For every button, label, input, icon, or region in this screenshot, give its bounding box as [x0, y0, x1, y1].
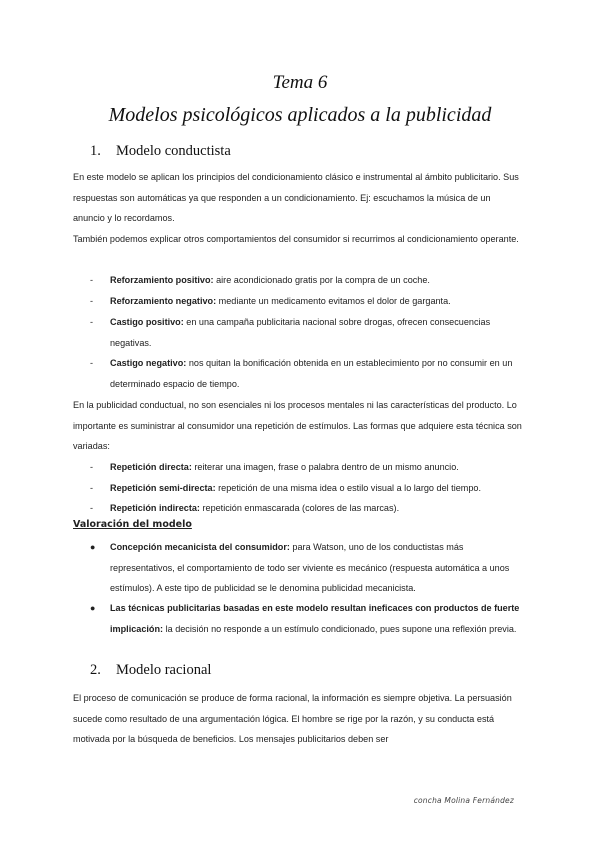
list-item: [90, 291, 530, 312]
list-item-term: Reforzamiento negativo:: [110, 296, 217, 306]
section-2-paragraph-1: El proceso de comunicación se produce de forma racional, la información es siempre objetiva. La persuasión sucede como resultado de una argumentación lógica. El hombre se rige por la razón, y su conducta está motivada por la búsqueda de beneficios. Los mensajes publicitarios deben ser: [73, 693, 512, 744]
list-item-term: Reforzamiento positivo:: [110, 275, 214, 285]
list-item: [90, 478, 530, 499]
list-item-term: Castigo positivo:: [110, 317, 184, 327]
bullet-item-text: para Watson, uno de los conductistas más representativos, el comportamiento de todo ser viviente es mecánico (respuesta automática a unos estímulos). A este tipo de publicidad se le denomina publicidad mecanicista.: [110, 542, 510, 593]
list-item-text: nos quitan la bonificación obtenida en un establecimiento por no consumir en un determinado espacio de tiempo.: [110, 358, 513, 389]
section-1-number: 1.: [90, 143, 101, 159]
section-2-heading: [90, 662, 211, 679]
list-item-text: mediante un medicamento evitamos el dolor de garganta.: [216, 296, 451, 306]
bullet-item-term: Concepción mecanicista del consumidor:: [110, 542, 290, 552]
dash-marker: -: [90, 503, 94, 513]
list-item-text: en una campaña publicitaria nacional sobre drogas, ofrecen consecuencias negativas.: [110, 317, 491, 348]
section-1-paragraph-1: En este modelo se aplican los principios del condicionamiento clásico e instrumental al ámbito publicitario. Sus respuestas son automáticas ya que responden a un condicionamiento. Ej: escuchamos la música de un anuncio y lo recordamos.: [73, 172, 519, 223]
topic-number: Tema 6: [272, 72, 328, 93]
dash-marker: -: [90, 317, 94, 327]
list-item: [90, 498, 530, 519]
bullet-item-text: la decisión no responde a un estímulo condicionado, pues supone una reflexión previa.: [163, 623, 517, 634]
list-item: [90, 270, 530, 291]
list-item-term: Castigo negativo:: [110, 358, 187, 368]
bullet-marker: ●: [90, 603, 96, 613]
list-item-term: Repetición directa:: [110, 462, 192, 472]
dash-marker: -: [90, 462, 94, 472]
list-item-text: reiterar una imagen, frase o palabra dentro de un mismo anuncio.: [191, 462, 459, 472]
section-1-title: Modelo conductista: [116, 143, 231, 159]
dash-marker: -: [90, 358, 94, 368]
list-item: [90, 353, 530, 394]
valoracion-heading: Valoración del modelo: [73, 519, 192, 530]
dash-marker: -: [90, 483, 94, 493]
list-item-text: aire acondicionado gratis por la compra de un coche.: [213, 275, 430, 285]
bullet-item: [90, 537, 530, 599]
list-item-term: Repetición indirecta:: [110, 503, 200, 513]
section-2-title: Modelo racional: [116, 662, 212, 678]
section-2-number: 2.: [90, 662, 101, 678]
section-1-paragraph-3: En la publicidad conductual, no son esenciales ni los procesos mentales ni las características del producto. Lo importante es suministrar al consumidor una repetición de estímulos. Las formas que adquiere esta técnica son variadas:: [73, 400, 522, 451]
bullet-item: [90, 598, 530, 639]
document-title: Modelos psicológicos aplicados a la publicidad: [108, 104, 492, 126]
list-item-text: repetición enmascarada (colores de las marcas).: [199, 503, 400, 513]
bullet-item-term: Las técnicas publicitarias basadas en este modelo resultan ineficaces con productos de fuerte implicación:: [110, 603, 520, 634]
dash-marker: -: [90, 275, 94, 285]
author-signature: concha Molina Fernández: [413, 796, 514, 805]
list-item-text: repetición de una misma idea o estilo visual a lo largo del tiempo.: [215, 483, 482, 493]
list-item: [90, 457, 530, 478]
section-1-paragraph-2: También podemos explicar otros comportamientos del consumidor si recurrimos al condicionamiento operante.: [73, 234, 519, 244]
dash-marker: -: [90, 296, 94, 306]
list-item-term: Repetición semi-directa:: [110, 483, 216, 493]
bullet-marker: ●: [90, 542, 96, 552]
section-1-heading: [90, 143, 231, 160]
list-item: [90, 312, 530, 353]
